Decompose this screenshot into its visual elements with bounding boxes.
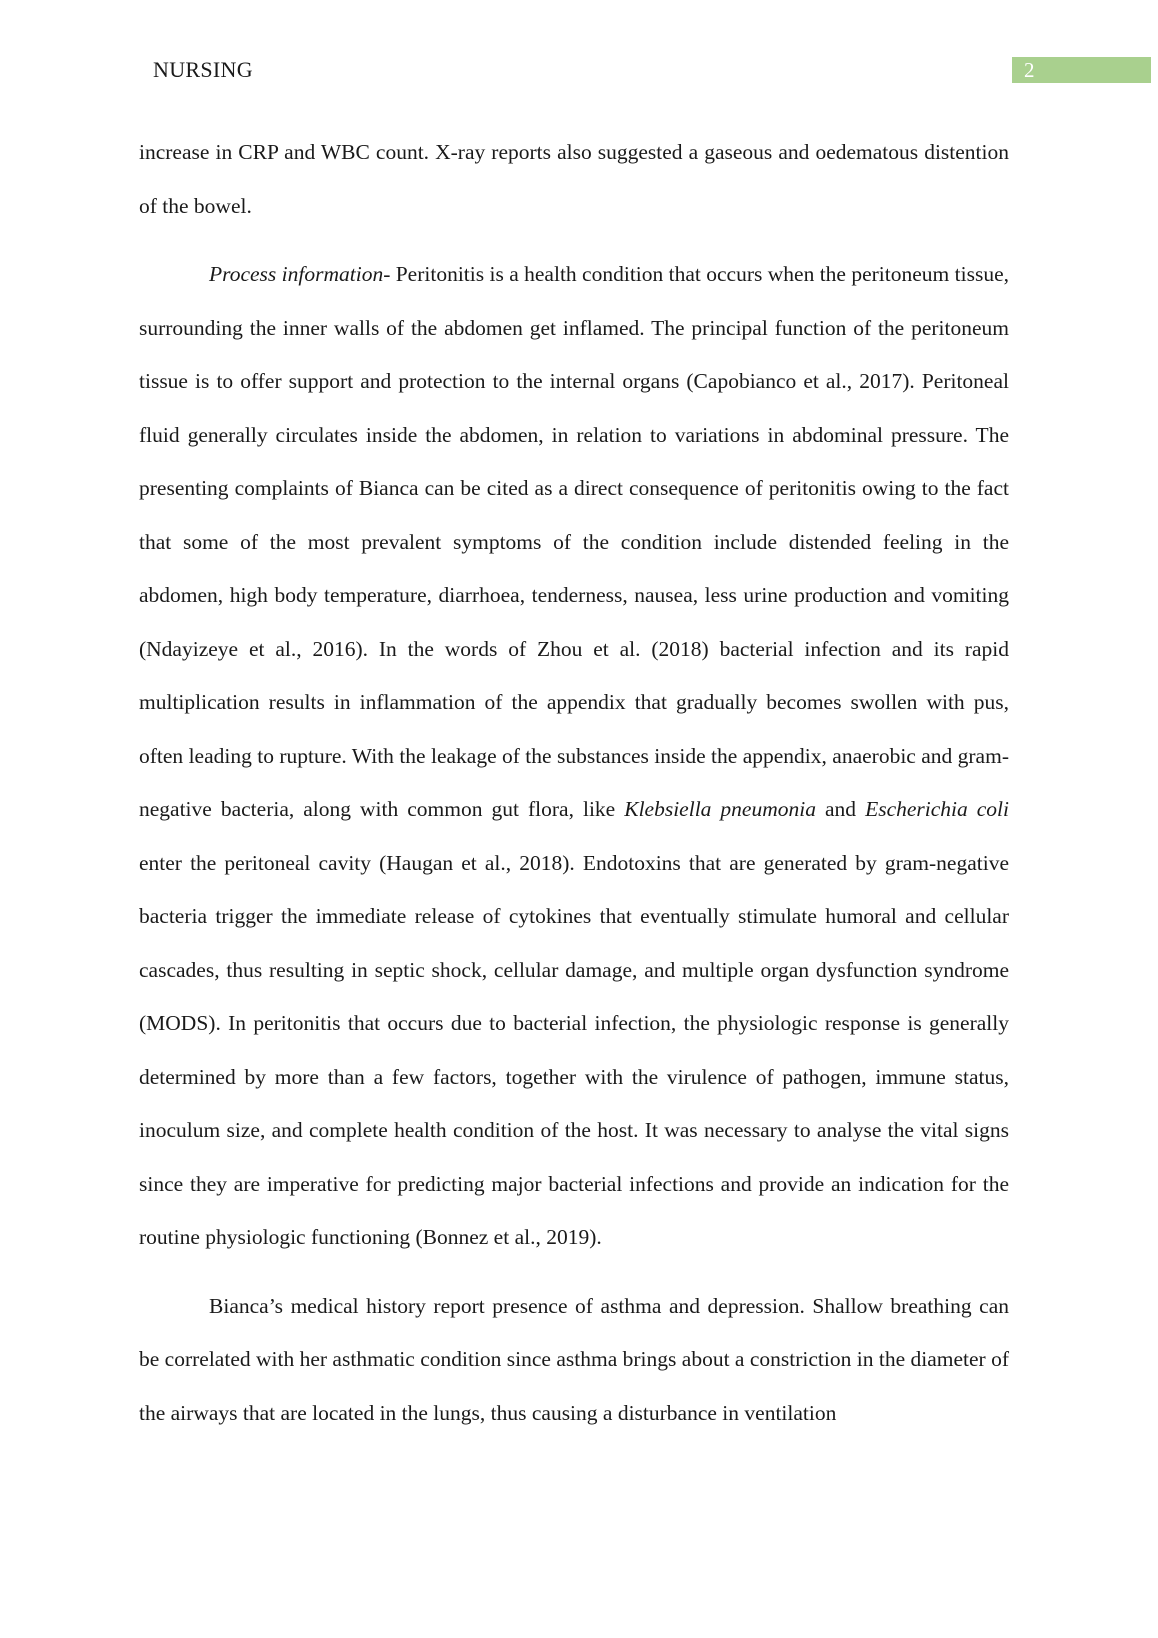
paragraph-continuation: increase in CRP and WBC count. X-ray reports also suggested a gaseous and oedematous distention of the bowel. [139,140,1009,218]
paragraph-process-information [139,248,1009,1265]
bacteria-name-klebsiella: Klebsiella pneumonia [624,797,816,821]
page-number: 2 [1024,58,1035,82]
paragraph-text-part-2: and [815,797,866,821]
bacteria-name-escherichia: Escherichia coli [865,797,1010,821]
running-header-title: NURSING [153,57,253,82]
paragraph-text-part-1: - Peritonitis is a health condition that occurs when the peritoneum tissue, surrounding the inner walls of the abdomen get inflamed. The principal function of the peritoneum tissue is to offer support and protection to the internal organs (Capobianco et al., 2017). Peritoneal fluid generally circulates inside the abdomen, in relation to variations in abdominal pressure. The presenting complaints of Bianca can be cited as a direct consequence of peritonitis owing to the fact that some of the most prevalent symptoms of the condition include distended feeling in the abdomen, high body temperature, diarrhoea, tenderness, nausea, less urine production and vomiting (Ndayizeye et al., 2016). In the words of Zhou et al. (2018) bacterial infection and its rapid multiplication results in inflammation of the appendix that gradually becomes swollen with pus, often leading to rupture. With the leakage of the substances inside the appendix, anaerobic and gram-negative bacteria, along with common gut flora, like [139,262,1009,821]
paragraph-lead-heading: Process information [209,262,384,286]
document-body [139,126,1009,1440]
paragraph-medical-history: Bianca’s medical history report presence of asthma and depression. Shallow breathing can be correlated with her asthmatic condition since asthma brings about a constriction in the diameter of the airways that are located in the lungs, thus causing a disturbance in ventilation [139,1293,1009,1425]
page-number-badge [1012,57,1151,83]
paragraph-text-part-3: enter the peritoneal cavity (Haugan et al., 2018). Endotoxins that are generated by gram-negative bacteria trigger the immediate release of cytokines that eventually stimulate humoral and cellular cascades, thus resulting in septic shock, cellular damage, and multiple organ dysfunction syndrome (MODS). In peritonitis that occurs due to bacterial infection, the physiologic response is generally determined by more than a few factors, together with the virulence of pathogen, immune status, inoculum size, and complete health condition of the host. It was necessary to analyse the vital signs since they are imperative for predicting major bacterial infections and provide an indication for the routine physiologic functioning (Bonnez et al., 2019). [139,850,1009,1249]
